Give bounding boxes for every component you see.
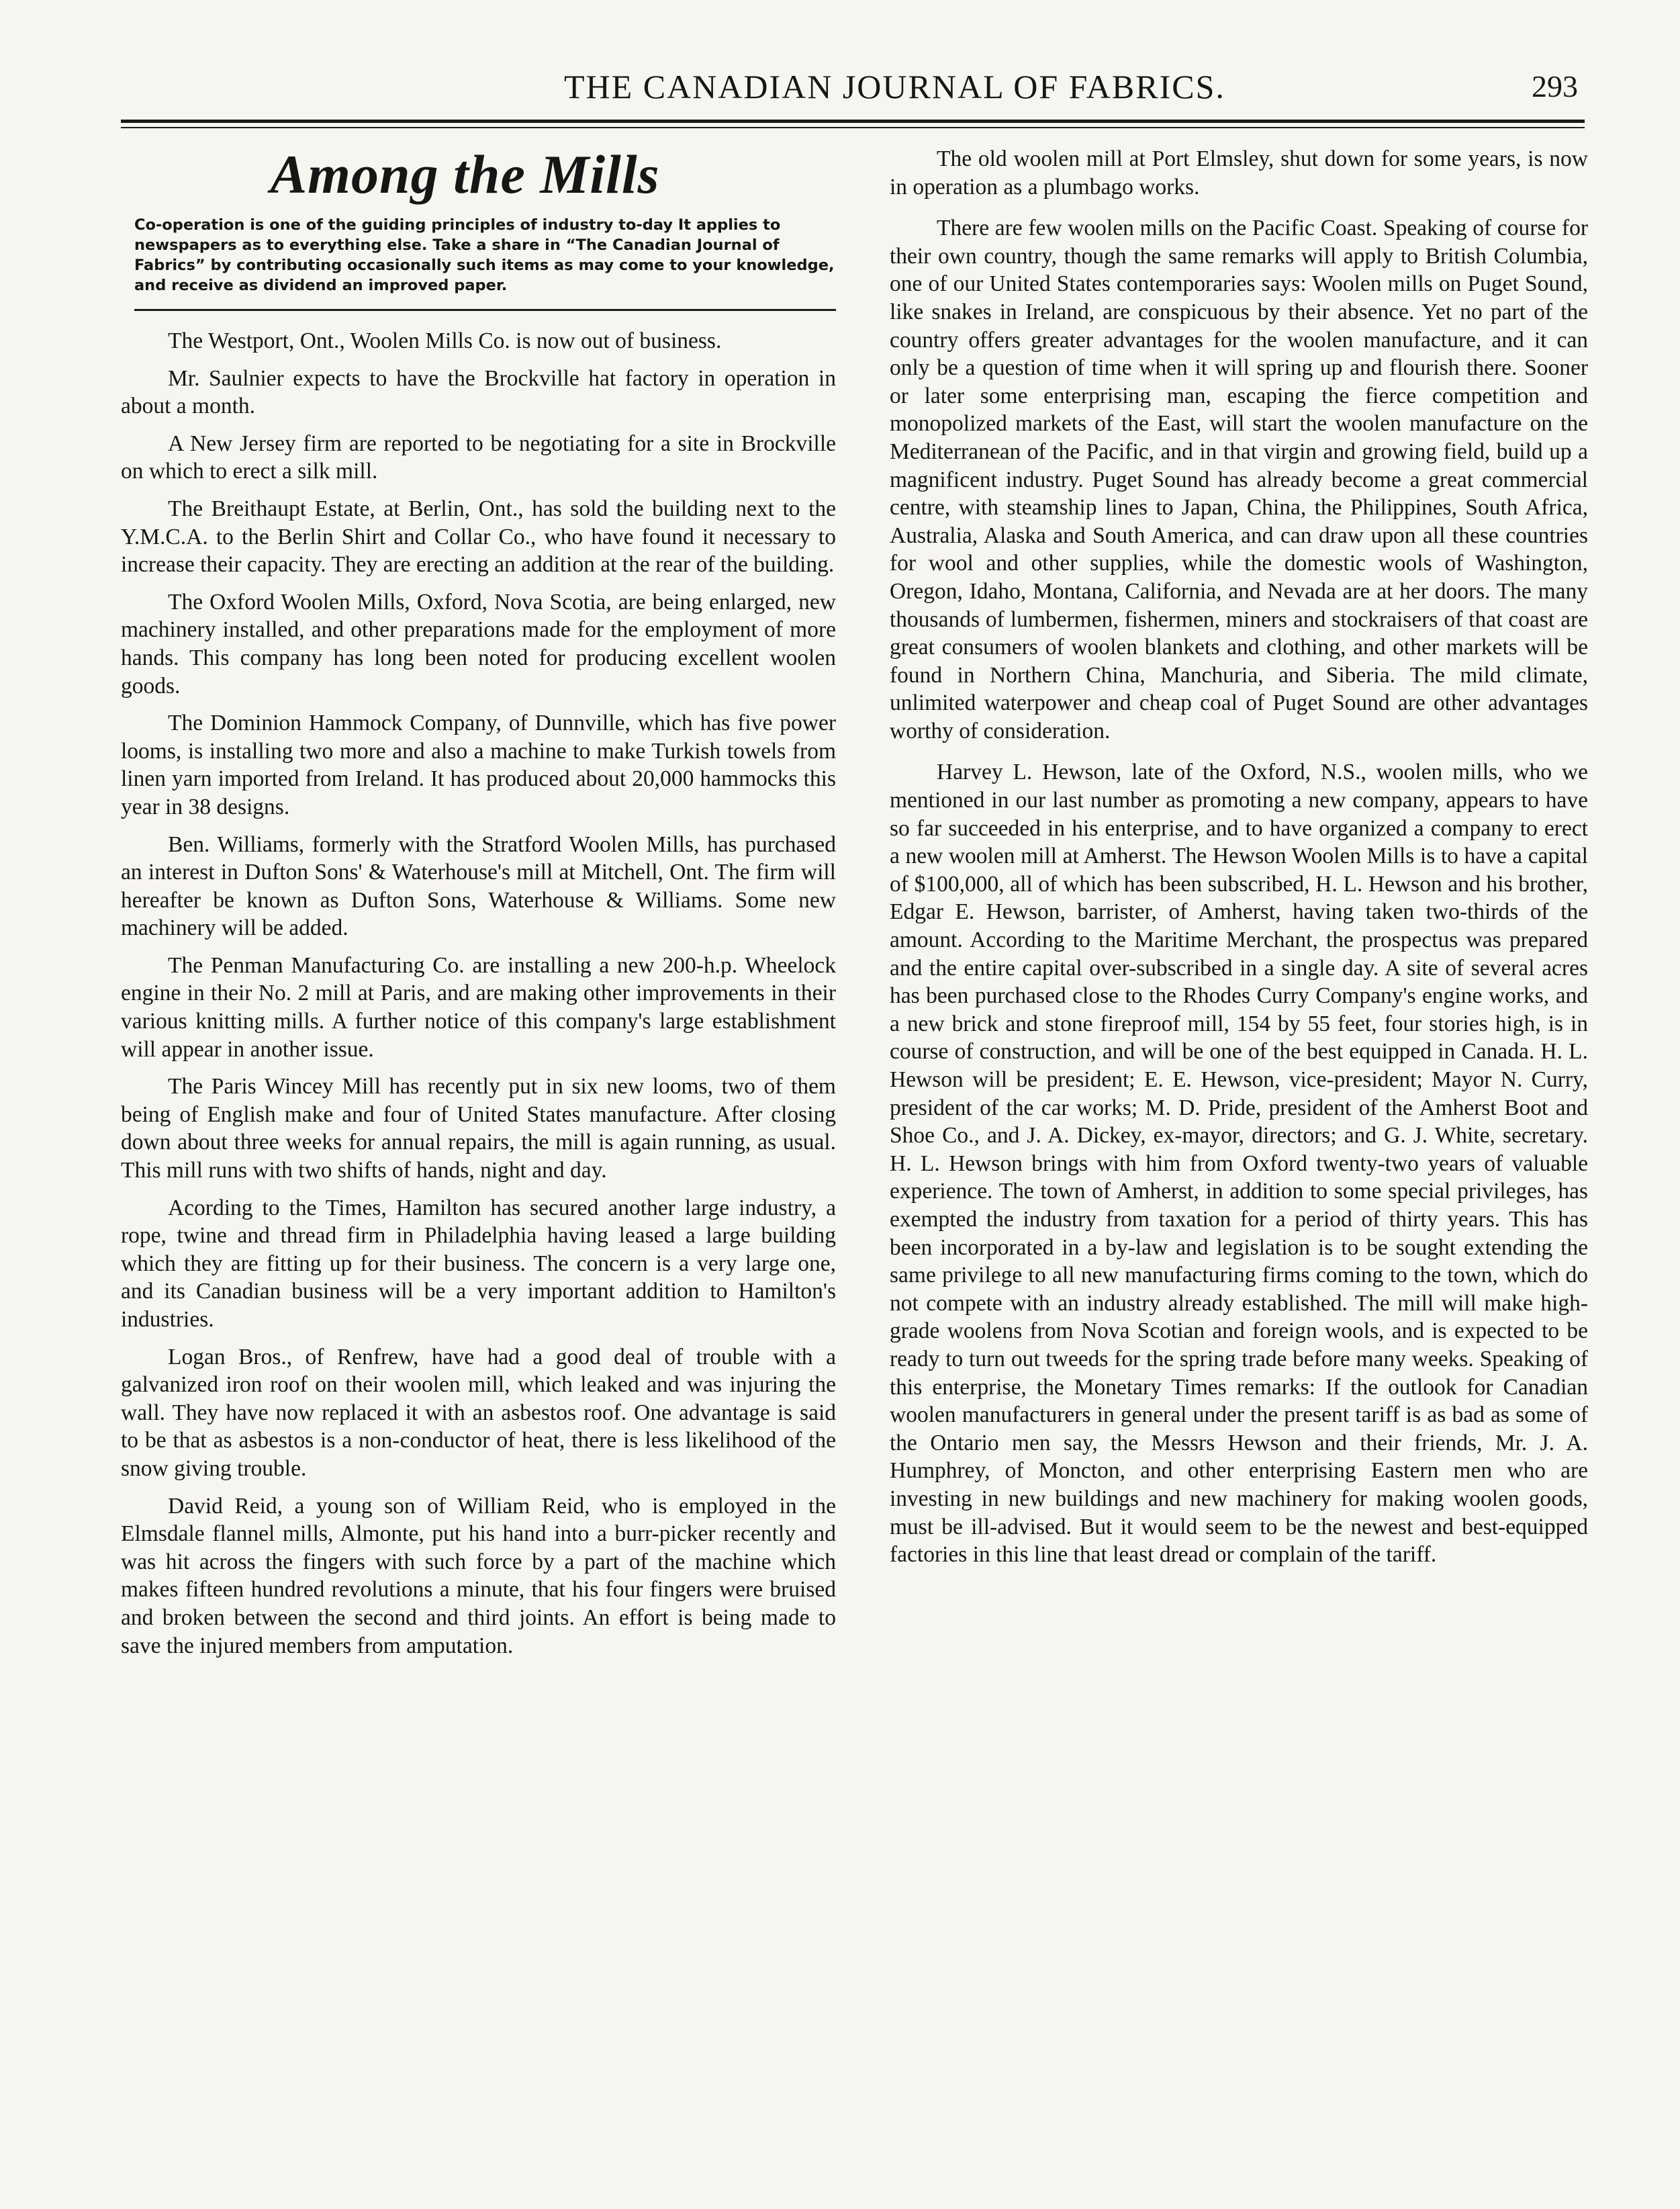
article-paragraph: Logan Bros., of Renfrew, have had a good deal of trouble with a galvanized iron roof on their woolen mill, which leaked and was injuring the wall. They have now replaced it with an asbestos roof. One advantage is said to be that as asbestos is a non-conductor of heat, there is less likelihood of the snow giving trouble.	[121, 1344, 836, 1481]
article-paragraph: Acording to the Times, Hamilton has secured another large industry, a rope, twine and thread firm in Philadelphia having leased a large building which they are fitting up for their business. The concern is a very large one, and its Canadian business will be a very important addition to Hamilton's industries.	[121, 1195, 836, 1332]
article-paragraph: The Paris Wincey Mill has recently put in six new looms, two of them being of English make and four of United States manufacture. After closing down about three weeks for annual repairs, the mill is again running, as usual. This mill runs with two shifts of hands, night and day.	[121, 1074, 836, 1183]
article-paragraph: Ben. Williams, formerly with the Stratford Woolen Mills, has purchased an interest in Dufton Sons' & Waterhouse's mill at Mitchell, Ont. The firm will hereafter be known as Dufton Sons, Waterhouse & Williams. Some new machinery will be added.	[121, 831, 836, 941]
article-paragraph: The Dominion Hammock Company, of Dunnville, which has five power looms, is installing two more and also a machine to make Turkish towels from linen yarn imported from Ireland. It has produced about 20,000 hammocks this year in 38 designs.	[121, 711, 836, 819]
spacer	[121, 311, 836, 327]
article-paragraph: There are few woolen mills on the Pacific Coast. Speaking of course for their own country, though the same remarks will apply to British Columbia, one of our United States contemporaries says: Woolen mills on Puget Sound, like snakes in Ireland, are conspicuous by their absence. Yet no part of the country offers greater advantages for the woolen manufacture, and it can only be a question of time when it will spring up and flourish there. Sooner or later some enterprising man, escaping the fierce competition and monopolized markets of the East, will start the woolen manufacture on the Mediterranean of the Pacific, and in that virgin and growing field, build up a magnificent industry. Puget Sound has already become a great commercial centre, with steamship lines to Japan, China, the Philippines, South Africa, Australia, Alaska and South America, and can draw upon all these countries for wool and other supplies, while the domestic wools of Washington, Oregon, Idaho, Montana, California, and Nevada are at her doors. The many thousands of lumbermen, fishermen, miners and stockraisers of that coast are great consumers of woolen blankets and clothing, and other markets will be found in Northern China, Manchuria, and Siberia. The mild climate, unlimited waterpower and cheap coal of Puget Sound are other advantages worthy of consideration.	[890, 216, 1588, 743]
article-paragraph: The Breithaupt Estate, at Berlin, Ont., has sold the building next to the Y.M.C.A. to the Berlin Shirt and Collar Co., who have found it necessary to increase their capacity. They are erecting an addition at the rear of the building.	[121, 496, 836, 578]
article-paragraph: The old woolen mill at Port Elmsley, shut down for some years, is now in operation as a plumbago works.	[890, 146, 1588, 199]
running-head	[121, 27, 1585, 114]
article-paragraph: The Penman Manufacturing Co. are installing a new 200-h.p. Wheelock engine in their No. 2 mill at Paris, and are making other improvements in their various knitting mills. A further notice of this company's large establishment will appear in another issue.	[121, 952, 836, 1062]
article-paragraph: The Oxford Woolen Mills, Oxford, Nova Scotia, are being enlarged, new machinery installed, and other preparations made for the employment of more hands. This company has long been noted for producing excellent woolen goods.	[121, 589, 836, 698]
article-paragraph: Harvey L. Hewson, late of the Oxford, N.S., woolen mills, who we mentioned in our last number as promoting a new company, appears to have so far succeeded in his enterprise, and to have organized a company to erect a new woolen mill at Amherst. The Hewson Woolen Mills is to have a capital of $100,000, all of which has been subscribed, H. L. Hewson and his brother, Edgar E. Hewson, barrister, of Amherst, having taken two-thirds of the amount. According to the Maritime Merchant, the prospectus was prepared and the entire capital over-subscribed in a single day. A site of several acres has been purchased close to the Rhodes Curry Company's engine works, and a new brick and stone fireproof mill, 154 by 55 feet, four stories high, is in course of construction, and will be one of the best equipped in Canada. H. L. Hewson will be president; E. E. Hewson, vice-president; Mayor N. Curry, president of the car works; M. D. Pride, president of the Amherst Boot and Shoe Co., and J. A. Dickey, ex-mayor, directors; and G. J. White, secretary. H. L. Hewson brings with him from Oxford twenty-two years of valuable experience. The town of Amherst, in addition to some special privileges, has exempted the industry from taxation for a period of thirty years. This has been incorporated in a by-law and legislation is to be sought extending the same privilege to all new manufacturing firms coming to the town, which do not compete with an industry already established. The mill will make high-grade woolens from Nova Scotian and foreign wools, and is expected to be ready to turn out tweeds for the spring trade before many weeks. Speaking of this enterprise, the Monetary Times remarks: If the outlook for Canadian woolen manufacturers in general under the present tariff is as bad as some of the Ontario men say, the Messrs Hewson and their friends, Mr. J. A. Humphrey, of Moncton, and other enterprising Eastern men who are investing in new buildings and new machinery for making woolen goods, must be ill-advised. But it would seem to be the newest and best-equipped factories in this line that least dread or complain of the tariff.	[890, 760, 1588, 1568]
section-title: Among the Mills	[270, 144, 660, 205]
right-column	[890, 145, 1588, 1582]
left-column	[121, 141, 836, 1669]
article-paragraph: A New Jersey firm are reported to be negotiating for a site in Brockville on which to erect a silk mill.	[121, 431, 836, 484]
section-masthead	[121, 141, 836, 311]
article-paragraph: David Reid, a young son of William Reid, who is employed in the Elmsdale flannel mills, Almonte, put his hand into a burr-picker recently and was hit across the fingers with such force by a part of the machine which makes fifteen hundred revolutions a minute, that his four fingers were bruised and broken between the second and third joints. An effort is being made to save the injured members from amputation.	[121, 1493, 836, 1658]
section-note: Co-operation is one of the guiding principles of industry to-day It applies to newspapers as to everything else. Take a share in “The Canadian Journal of Fabrics” by contributing occasionally such items as may come to your knowledge, and receive as dividend an improved paper.	[134, 215, 836, 311]
journal-title: THE CANADIAN JOURNAL OF FABRICS.	[564, 68, 1225, 105]
header-rule	[121, 120, 1585, 128]
page-number: 293	[1532, 69, 1578, 103]
article-paragraph: Mr. Saulnier expects to have the Brockville hat factory in operation in about a month.	[121, 365, 836, 419]
article-paragraph: The Westport, Ont., Woolen Mills Co. is now out of business.	[168, 328, 722, 353]
